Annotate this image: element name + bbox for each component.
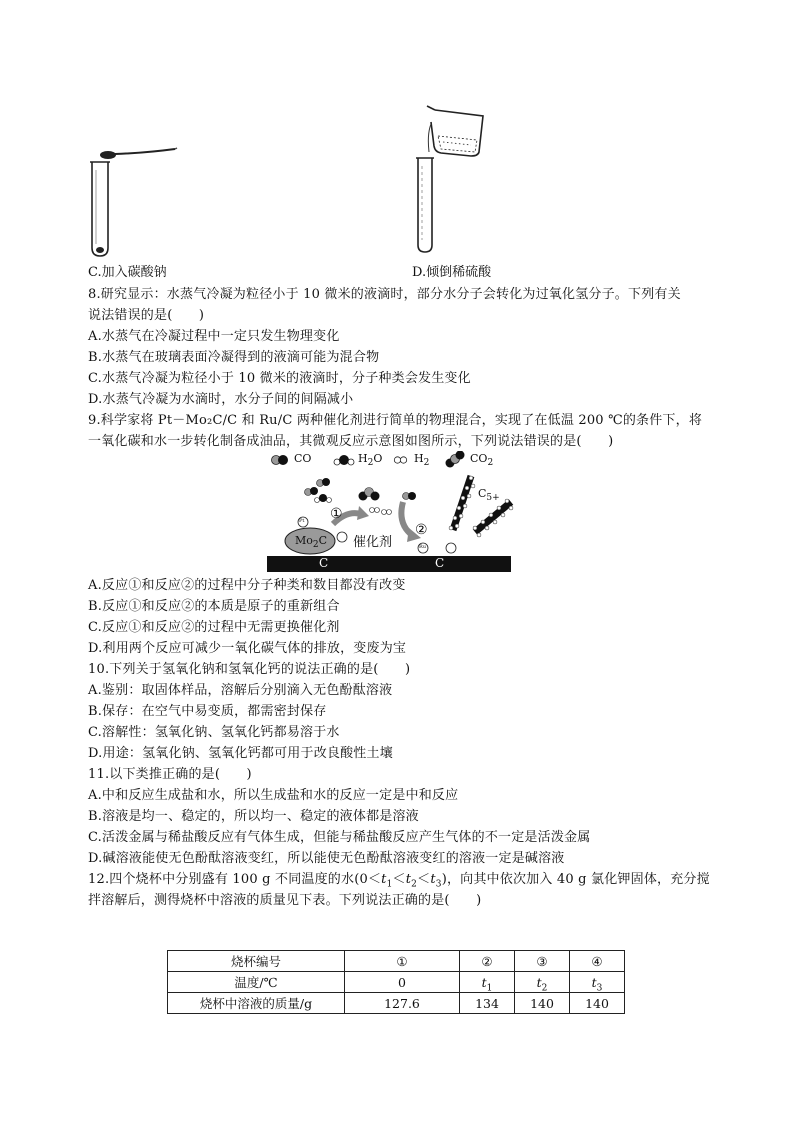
q12-t2-sub: 2: [411, 879, 418, 890]
cell-id-4: ④: [570, 951, 625, 972]
legend-h2o-sub: 2: [367, 458, 374, 469]
question-11-option-a: A.中和反应生成盐和水，所以生成盐和水的反应一定是中和反应: [88, 788, 459, 803]
question-8-option-a: A.水蒸气在冷凝过程中一定只发生物理变化: [88, 329, 340, 344]
row-label-id: 烧杯编号: [168, 951, 345, 972]
question-9-option-d: D.利用两个反应可减少一氧化碳气体的排放，变废为宝: [88, 641, 407, 656]
temp-3-sub: 2: [541, 983, 548, 993]
question-8-stem-line1: 8.研究显示：水蒸气冷凝为粒径小于 10 微米的液滴时，部分水分子会转化为过氧化氢分子。下列有关: [88, 287, 681, 302]
question-11-option-c: C.活泼金属与稀盐酸反应有气体生成，但能与稀盐酸反应产生气体的不一定是活泼金属: [88, 830, 591, 845]
q12-t2: t: [405, 872, 412, 887]
legend-co: CO: [294, 452, 312, 465]
legend-co2: [470, 452, 494, 469]
question-9-option-b: B.反应①和反应②的本质是原子的重新组合: [88, 599, 340, 614]
question-10-option-b: B.保存：在空气中易变质，都需密封保存: [88, 704, 327, 719]
label-c5-sub: 5+: [486, 493, 500, 504]
label-pt-1: Pt: [299, 518, 305, 524]
question-9-stem: [88, 410, 713, 452]
beaker-icon: [427, 106, 483, 156]
row-label-mass: 烧杯中溶液的质量/g: [168, 993, 345, 1014]
question-10-option-d: D.用途：氢氧化钠、氢氧化钙都可用于改良酸性土壤: [88, 746, 393, 761]
q12-lt1: ＜: [392, 872, 406, 887]
liquid-stream-icon: [428, 124, 431, 152]
q12-stem-part-b: )，向其中依次加入 40 g 氯化钾固体，充分搅: [441, 872, 710, 887]
question-12-stem-line2: 拌溶解后，测得烧杯中溶液的质量见下表。下列说法正确的是( ): [88, 893, 482, 908]
label-step1: ①: [330, 506, 343, 522]
label-c5: [478, 487, 500, 504]
h2-product: [370, 508, 392, 515]
caption-d: D.倾倒稀硫酸: [412, 265, 492, 280]
h2o-molecule-icon: [333, 453, 355, 467]
cell-id-3: ③: [515, 951, 570, 972]
caption-c: C.加入碳酸钠: [88, 265, 167, 280]
carbon-support-bar: [267, 556, 511, 572]
question-12: [88, 869, 713, 911]
legend-h2o-h: H: [358, 452, 368, 465]
temp-2-sub: 1: [486, 983, 493, 993]
q12-t3: t: [430, 872, 436, 887]
question-12-stem-line1: [88, 869, 713, 890]
label-mo2c: [295, 534, 328, 551]
cell-mass-3: 140: [515, 993, 570, 1014]
beaker-pouring-figure: [405, 100, 505, 260]
cell-id-2: ②: [460, 951, 515, 972]
question-8-stem-line2: 说法错误的是( ): [88, 308, 205, 323]
question-10-option-a: A.鉴别：取固体样品，溶解后分别滴入无色酚酞溶液: [88, 683, 393, 698]
reaction-diagram: [265, 470, 515, 574]
question-8-option-c: C.水蒸气冷凝为粒径小于 10 微米的液滴时，分子种类会发生变化: [88, 371, 471, 386]
molecule-legend: [270, 451, 530, 469]
q12-stem-part-a: 12.四个烧杯中分别盛有 100 g 不同温度的水(0＜: [88, 872, 382, 887]
co-reactant: [403, 492, 417, 500]
legend-h2-h: H: [414, 452, 424, 465]
q12-t1: t: [381, 872, 387, 887]
label-catalyst: 催化剂: [353, 535, 393, 550]
cell-temp-1: [345, 972, 460, 993]
q12-t3-sub: 3: [435, 879, 442, 890]
cell-temp-3: [515, 972, 570, 993]
temp-4: t: [591, 974, 597, 990]
cell-mass-4: 140: [570, 993, 625, 1014]
co-molecule-icon: [270, 453, 290, 467]
co2-product: [359, 488, 380, 501]
label-base-left: C: [319, 556, 329, 570]
legend-h2: [414, 452, 430, 469]
table-row: [168, 972, 625, 993]
question-10-option-c: C.溶解性：氢氧化钠、氢氧化钙都易溶于水: [88, 725, 340, 740]
h2-molecule-icon: [393, 455, 409, 465]
legend-h2o-o: O: [373, 452, 383, 465]
label-c5-c: C: [478, 487, 487, 500]
question-10-stem: 10.下列关于氢氧化钠和氢氧化钙的说法正确的是( ): [88, 662, 411, 677]
label-mo2c-c: C: [318, 534, 328, 547]
hydrocarbon-chain-1: [449, 476, 475, 530]
question-8: [88, 284, 713, 410]
co2-molecule-icon: [444, 451, 466, 469]
temp-3: t: [536, 974, 542, 990]
label-ru-1: Ru: [419, 544, 426, 550]
cell-mass-2: 134: [460, 993, 515, 1014]
question-8-option-b: B.水蒸气在玻璃表面冷凝得到的液滴可能为混合物: [88, 350, 380, 365]
table-row: [168, 993, 625, 1014]
temp-2: t: [481, 974, 487, 990]
legend-h2-sub: 2: [423, 458, 430, 469]
ru-site-2: [446, 543, 456, 553]
q12-t1-sub: 1: [386, 879, 393, 890]
question-8-option-d: D.水蒸气冷凝为水滴时，水分子间的间隔减小: [88, 392, 354, 407]
question-9-stem-line2: 一氧化碳和水一步转化制备成油品，其微观反应示意图如图所示，下列说法错误的是( ): [88, 434, 614, 449]
q12-lt2: ＜: [417, 872, 431, 887]
row-label-temp: 温度/℃: [168, 972, 345, 993]
beaker-data-table: [167, 950, 625, 1014]
hydrocarbon-chain-2: [473, 499, 513, 537]
cell-mass-1: 127.6: [345, 993, 460, 1014]
label-mo2c-mo: Mo: [295, 534, 313, 547]
question-11-stem: 11.以下类推正确的是( ): [88, 767, 252, 782]
test-tube-icon: [416, 158, 434, 252]
question-11-option-d: D.碱溶液能使无色酚酞溶液变红，所以能使无色酚酞溶液变红的溶液一定是碱溶液: [88, 851, 565, 866]
reactant-molecules: [305, 478, 332, 503]
spoon-icon: [100, 148, 177, 159]
table-row: [168, 951, 625, 972]
label-mo2c-sub: 2: [312, 540, 319, 551]
cell-id-1: ①: [345, 951, 460, 972]
label-step2: ②: [415, 522, 428, 538]
question-9-stem-line1: 9.科学家将 Pt－Mo₂C/C 和 Ru/C 两种催化剂进行简单的物理混合，实现了在低温 200 ℃的条件下，将: [88, 413, 703, 428]
legend-co2-sub: 2: [487, 458, 494, 469]
cell-temp-2: [460, 972, 515, 993]
pt-site-2: [337, 532, 347, 542]
question-11: [88, 764, 713, 869]
label-base-right: C: [435, 556, 445, 570]
question-10: [88, 659, 713, 764]
question-9-option-c: C.反应①和反应②的过程中无需更换催化剂: [88, 620, 340, 635]
question-9-options: [88, 575, 713, 659]
question-9-option-a: A.反应①和反应②的过程中分子种类和数目都没有改变: [88, 578, 406, 593]
temp-4-sub: 3: [596, 983, 603, 993]
legend-h2o: [358, 452, 383, 469]
cell-temp-4: [570, 972, 625, 993]
test-tube-icon: [90, 162, 110, 256]
temp-1: 0: [398, 974, 406, 990]
question-11-option-b: B.溶液是均一、稳定的，所以均一、稳定的液体都是溶液: [88, 809, 419, 824]
test-tube-spoon-figure: [85, 140, 195, 260]
legend-co2-co: CO: [470, 452, 488, 465]
